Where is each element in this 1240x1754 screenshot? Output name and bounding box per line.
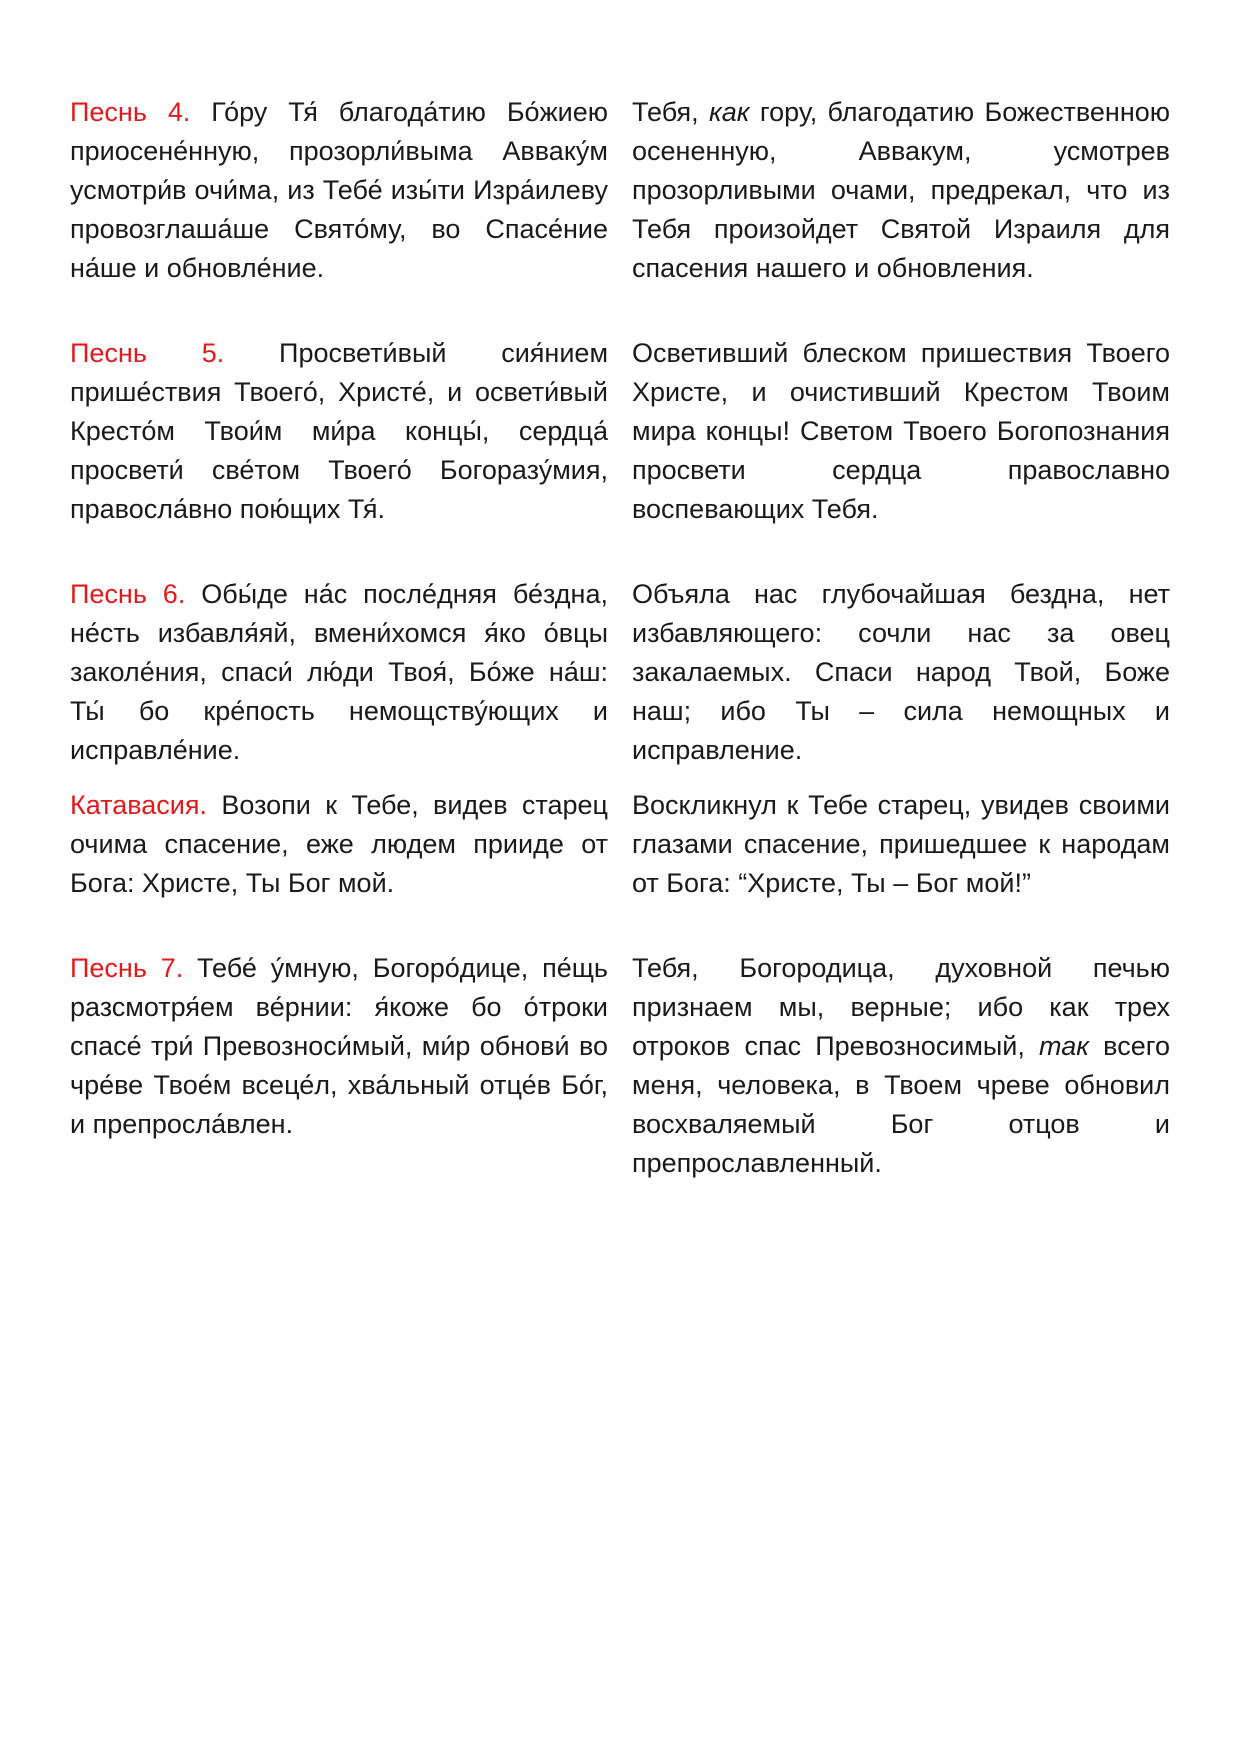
russian-text [632, 575, 1170, 770]
section-spacer [70, 770, 1170, 786]
section-spacer [70, 903, 1170, 949]
section-heading: Песнь 5. [70, 338, 225, 368]
slavonic-body: Тебе́ у́мную, Богоро́дице, пе́щь разсмотря́ем ве́рнии: я́коже бо о́троки спасе́ три́ Превозноси́мый, ми́р обнови́ во чре́ве Твое́м всеце́л, хва́льный отце́в Бо́г, и препросла́влен. [70, 953, 608, 1139]
russian-text [632, 334, 1170, 529]
russian-body: Осветивший блеском пришествия Твоего Христе, и очистивший Крестом Твоим мира концы! Светом Твоего Богопознания просвети сердца православно воспевающих Тебя. [632, 338, 1170, 524]
page-body [70, 93, 1170, 1183]
section-spacer [70, 529, 1170, 575]
russian-body: Воскликнул к Тебе старец, увидев своими глазами спасение, пришедшее к народам от Бога: “Христе, Ты – Бог мой!” [632, 790, 1170, 898]
russian-text [632, 93, 1170, 288]
russian-italic: так [1039, 1031, 1089, 1061]
russian-text [632, 949, 1170, 1183]
section-heading: Песнь 6. [70, 579, 186, 609]
russian-body: Объяла нас глубочайшая бездна, нет избавляющего: сочли нас за овец закалаемых. Спаси народ Твой, Боже наш; ибо Ты – сила немощных и исправление. [632, 579, 1170, 765]
russian-body: Тебя, Богородица, духовной печью признаем мы, верные; ибо как трех отроков спас Превозносимый, [632, 953, 1170, 1061]
slavonic-text [70, 334, 608, 529]
section-heading: Катавасия. [70, 790, 207, 820]
section-spacer [70, 288, 1170, 334]
slavonic-body: Го́ру Тя́ благода́тию Бо́жиею приосене́нную, прозорли́выма Авваку́м усмотри́в очи́ма, из Тебе́ изы́ти Изра́илеву провозглаша́ше Свято́му, во Спасе́ние на́ше и обновле́ние. [70, 97, 608, 283]
slavonic-body: Просвети́вый сия́нием прише́ствия Твоего́, Христе́, и освети́вый Кресто́м Твои́м ми́ра концы́, сердца́ просвети́ све́том Твоего́ Богоразу́мия, правосла́вно пою́щих Тя́. [70, 338, 609, 524]
slavonic-text [70, 93, 608, 288]
russian-body: Тебя, [632, 97, 710, 127]
section-heading: Песнь 7. [70, 953, 184, 983]
slavonic-text [70, 786, 608, 903]
slavonic-text [70, 575, 608, 770]
section-heading: Песнь 4. [70, 97, 191, 127]
section-ode-6 [70, 575, 1170, 770]
slavonic-body: Возопи к Тебе, видев старец очима спасение, еже людем прииде от Бога: Христе, Ты Бог мой. [70, 790, 608, 898]
russian-italic: как [709, 97, 750, 127]
russian-body: гору, благодатию Божественною осененную, Аввакум, усмотрев прозорливыми очами, предрекал, что из Тебя произойдет Святой Израиля для спасения нашего и обновления. [632, 97, 1170, 283]
slavonic-body: Обы́де на́с после́дняя бе́здна, не́сть избавля́яй, вмени́хомся я́ко о́вцы заколе́ния, спаси́ лю́ди Твоя́, Бо́же на́ш: Ты́ бо кре́пость немощству́ющих и исправле́ние. [70, 579, 608, 765]
section-ode-4 [70, 93, 1170, 288]
slavonic-text [70, 949, 608, 1183]
section-katavasia [70, 786, 1170, 903]
section-ode-7 [70, 949, 1170, 1183]
russian-body: всего меня, человека, в Твоем чреве обновил восхваляемый Бог отцов и препрославленный. [632, 1031, 1170, 1178]
russian-text [632, 786, 1170, 903]
section-ode-5 [70, 334, 1170, 529]
